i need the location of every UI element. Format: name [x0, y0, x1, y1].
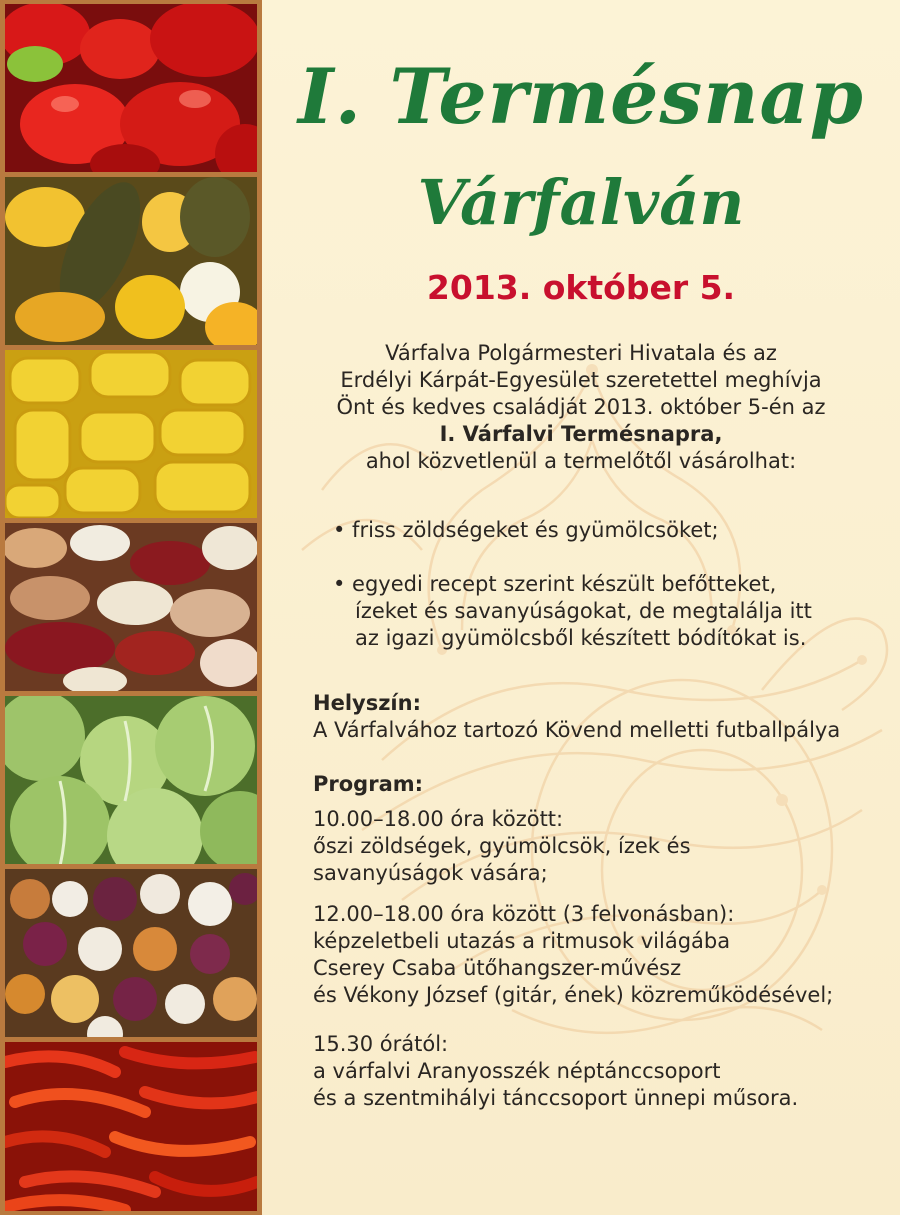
program-item-line: képzeletbeli utazás a ritmusok világába	[313, 929, 731, 953]
beans-photo	[5, 523, 257, 691]
location-heading: Helyszín:	[313, 691, 421, 715]
title-line-1: I. Termésnap	[298, 52, 864, 141]
event-info	[313, 690, 840, 1112]
program-item-time: 15.30 órától:	[313, 1032, 449, 1056]
program-time: 12.00–18.00 óra között	[313, 902, 557, 926]
program-item-line: és Vékony József (gitár, ének) közreműködésével;	[313, 983, 834, 1007]
program-heading: Program:	[313, 772, 424, 796]
program-item-line: Cserey Csaba ütőhangszer-művész	[313, 956, 682, 980]
program-item-time: 10.00–18.00 óra között:	[313, 807, 564, 831]
invitation-text	[262, 340, 900, 475]
program-item-line: savanyúságok vására;	[313, 861, 548, 885]
peppers-photo	[5, 4, 257, 172]
intro-line: Erdélyi Kárpát-Egyesület szeretettel meghívja	[340, 368, 822, 392]
program-item-line: őszi zöldségek, gyümölcsök, ízek és	[313, 834, 691, 858]
event-name: I. Várfalvi Termésnapra,	[439, 422, 723, 446]
program-item-time	[313, 901, 840, 928]
intro-line: ahol közvetlenül a termelőtől vásárolhat:	[365, 449, 797, 473]
list-item	[333, 571, 812, 652]
program-item-line: és a szentmihályi tánccsoport ünnepi műsora.	[313, 1086, 799, 1110]
list-item-text: ízeket és savanyúságokat, de megtalálja itt	[355, 599, 812, 623]
list-item-text: az igazi gyümölcsből készített bódítókat is.	[355, 626, 807, 650]
program-item-line: a várfalvi Aranyosszék néptánccsoport	[313, 1059, 721, 1083]
onions-photo	[5, 869, 257, 1037]
program-time-note: (3 felvonásban):	[556, 902, 735, 926]
title-line-2: Várfalván	[417, 166, 745, 239]
location-text: A Várfalvához tartozó Kövend melletti futballpálya	[313, 718, 841, 742]
event-date: 2013. október 5.	[426, 268, 736, 307]
list-item-text: • friss zöldségeket és gyümölcsöket;	[333, 518, 719, 542]
corn-photo	[5, 350, 257, 518]
cabbage-photo	[5, 696, 257, 864]
intro-line: Önt és kedves családját 2013. október 5-én az	[336, 395, 826, 419]
chili-photo	[5, 1042, 257, 1211]
list-item-text: • egyedi recept szerint készült befőtteket,	[333, 572, 777, 596]
list-item	[333, 517, 812, 544]
squash-photo	[5, 177, 257, 345]
intro-line: Várfalva Polgármesteri Hivatala és az	[385, 341, 777, 365]
photo-strip	[0, 0, 262, 1215]
offer-list	[333, 517, 812, 679]
